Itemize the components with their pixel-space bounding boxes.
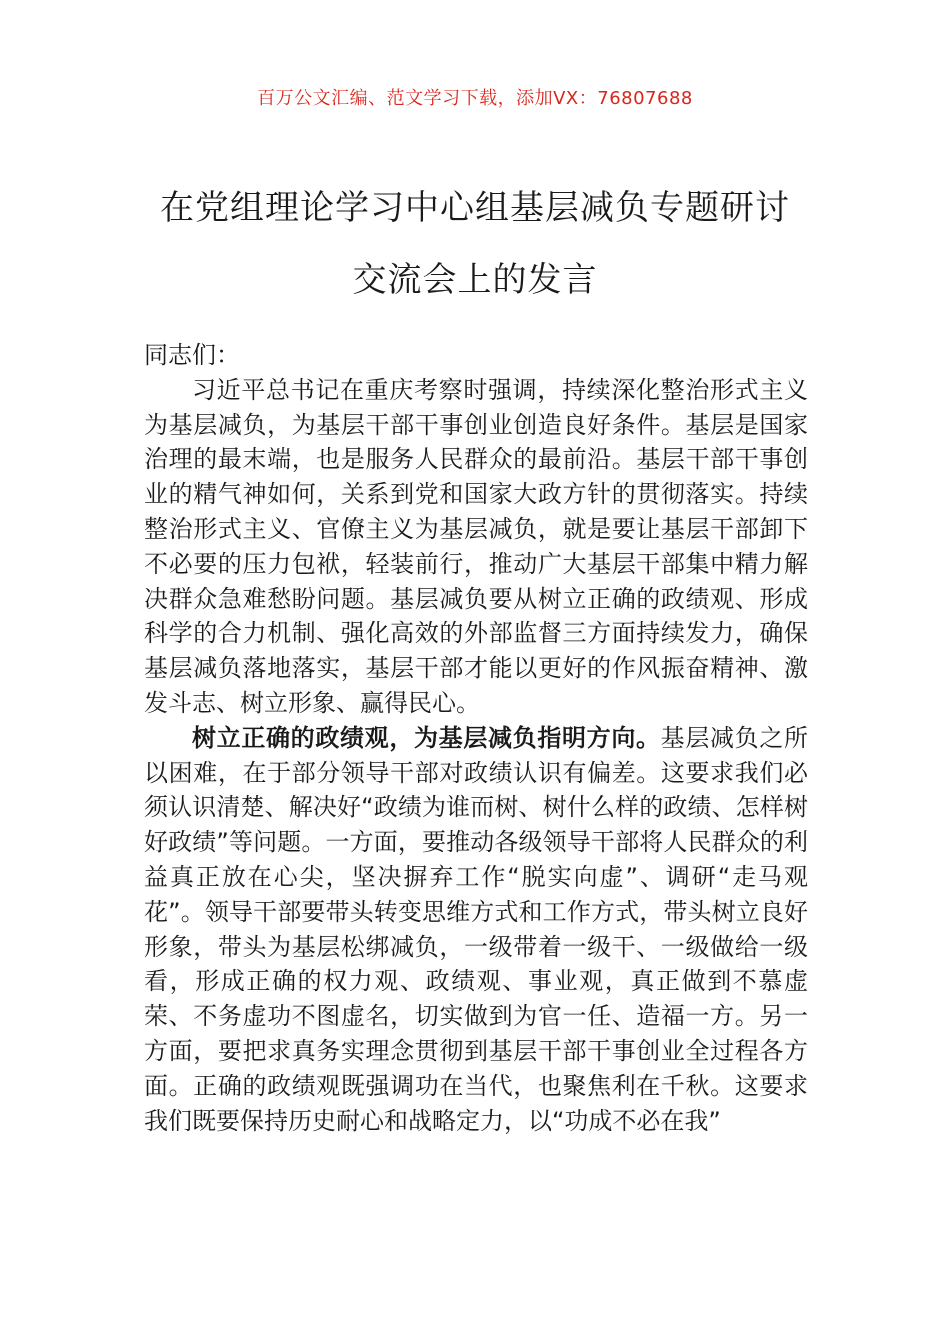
paragraph-2: [144, 721, 808, 1139]
paragraph-1: 习近平总书记在重庆考察时强调，持续深化整治形式主义为基层减负，为基层干部干事创业创造良好条件。基层是国家治理的最末端，也是服务人民群众的最前沿。基层干部干事创业的精气神如何，关系到党和国家大政方针的贯彻落实。持续整治形式主义、官僚主义为基层减负，就是要让基层干部卸下不必要的压力包袱，轻装前行，推动广大基层干部集中精力解决群众急难愁盼问题。基层减负要从树立正确的政绩观、形成科学的合力机制、强化高效的外部监督三方面持续发力，确保基层减负落地落实，基层干部才能以更好的作风振奋精神、激发斗志、树立形象、赢得民心。: [144, 375, 808, 717]
document-body: [144, 338, 808, 1138]
document-title: [120, 172, 830, 316]
salutation: 同志们：: [144, 341, 240, 369]
paragraph-2-body: 基层减负之所以困难，在于部分领导干部对政绩认识有偏差。这要求我们必须认识清楚、解决好“政绩为谁而树、树什么样的政绩、怎样树好政绩”等问题。一方面，要推动各级领导干部将人民群众的利益真正放在心尖，坚决摒弃工作“脱实向虚”、调研“走马观花”。领导干部要带头转变思维方式和工作方式，带头树立良好形象，带头为基层松绑减负，一级带着一级干、一级做给一级看，形成正确的权力观、政绩观、事业观，真正做到不慕虚荣、不务虚功不图虚名，切实做到为官一任、造福一方。另一方面，要把求真务实理念贯彻到基层干部干事创业全过程各方面。正确的政绩观既强调功在当代，也聚焦利在千秋。这要求我们既要保持历史耐心和战略定力，以“功成不必在我”: [144, 723, 809, 1135]
title-line-1: 在党组理论学习中心组基层减负专题研讨: [160, 188, 790, 228]
paragraph-2-lead: 树立正确的政绩观，为基层减负指明方向。: [192, 723, 661, 752]
title-line-2: 交流会上的发言: [352, 260, 598, 300]
header-banner: 百万公文汇编、范文学习下载，添加VX：76807688: [257, 88, 693, 109]
